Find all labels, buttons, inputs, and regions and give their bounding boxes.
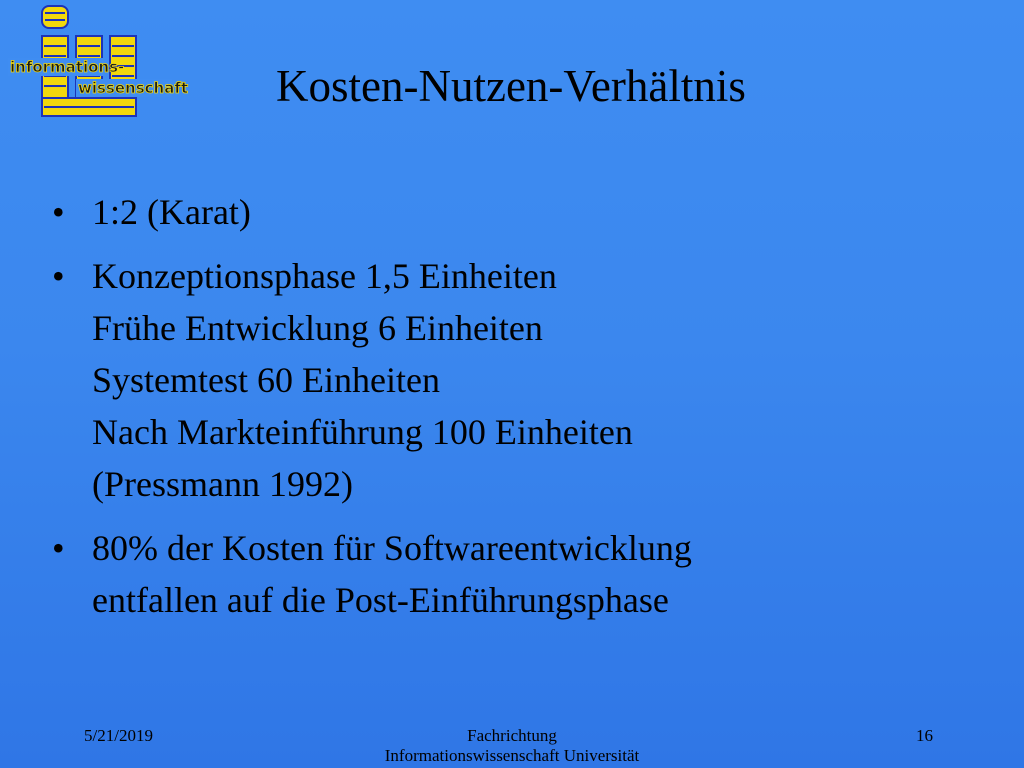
bullet-text — [92, 522, 692, 626]
bullet-text — [92, 250, 633, 510]
bullet-item — [52, 522, 1002, 626]
bullet-line: 1:2 (Karat) — [92, 192, 251, 232]
bullet-dot-icon: • — [52, 256, 65, 296]
bullet-line: entfallen auf die Post-Einführungsphase — [92, 580, 669, 620]
page-number: 16 — [916, 726, 933, 745]
bullet-line: Konzeptionsphase 1,5 Einheiten — [92, 256, 557, 296]
logo-text-top: informations- — [10, 58, 125, 76]
bullet-list — [52, 186, 1002, 638]
footer-institution-line: Informationswissenschaft Universität — [384, 746, 640, 765]
footer-date: 5/21/2019 — [84, 726, 153, 745]
informationswissenschaft-logo — [6, 6, 189, 120]
bullet-dot-icon: • — [52, 528, 65, 568]
footer-institution — [0, 726, 1024, 766]
logo-i-dot-icon — [42, 6, 68, 28]
bullet-item — [52, 250, 1002, 510]
bullet-line: Frühe Entwicklung 6 Einheiten — [92, 308, 543, 348]
bullet-dot-icon: • — [52, 192, 65, 232]
bullet-text — [92, 186, 251, 238]
slide-title: Kosten-Nutzen-Verhältnis — [276, 61, 746, 111]
bullet-line: Systemtest 60 Einheiten — [92, 360, 440, 400]
bullet-line: 80% der Kosten für Softwareentwicklung — [92, 528, 692, 568]
footer-institution-line: Fachrichtung — [467, 726, 557, 745]
bullet-item — [52, 186, 1002, 238]
bullet-line: Nach Markteinführung 100 Einheiten — [92, 412, 633, 452]
logo-text-bottom: wissenschaft — [78, 79, 189, 97]
bullet-line: (Pressmann 1992) — [92, 464, 353, 504]
